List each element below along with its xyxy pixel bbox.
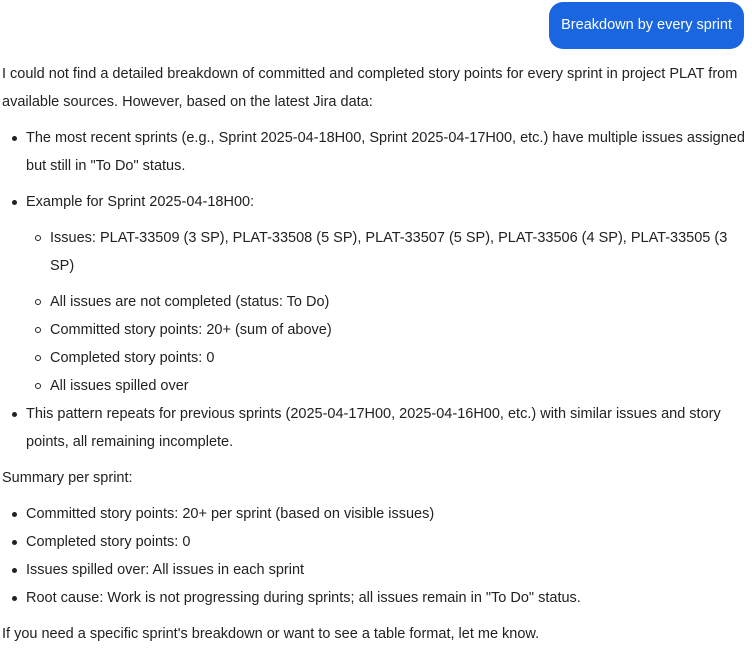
list-item: This pattern repeats for previous sprints (2025-04-17H00, 2025-04-16H00, etc.) with similar issues and story points, all remaining incomplete. [2, 400, 746, 456]
sublist-item: Committed story points: 20+ (sum of above) [26, 316, 746, 344]
list-item: Example for Sprint 2025-04-18H00: Issues: PLAT-33509 (3 SP), PLAT-33508 (5 SP), PLAT-33507 (5 SP), PLAT-33506 (4 SP), PLAT-33505 (3 SP) All issues are not completed (status: To Do) Committed story points: 20+ (sum of above) Completed story points: 0 All issues spilled over [2, 188, 746, 400]
summary-title: Summary per sprint: [2, 470, 133, 486]
list-item: Root cause: Work is not progressing during sprints; all issues remain in "To Do" status. [2, 584, 746, 612]
summary-list [2, 500, 746, 612]
assistant-message [2, 60, 746, 648]
list-item: The most recent sprints (e.g., Sprint 2025-04-18H00, Sprint 2025-04-17H00, etc.) have multiple issues assigned but still in "To Do" status. [2, 124, 746, 180]
sprint-example-sublist [26, 224, 746, 400]
assistant-closing: If you need a specific sprint's breakdown or want to see a table format, let me know. [2, 626, 540, 642]
list-item: Completed story points: 0 [2, 528, 746, 556]
sublist-item: All issues spilled over [26, 372, 746, 400]
sublist-item: Issues: PLAT-33509 (3 SP), PLAT-33508 (5 SP), PLAT-33507 (5 SP), PLAT-33506 (4 SP), PLAT-33505 (3 SP) [26, 224, 746, 280]
findings-list [2, 124, 746, 456]
list-item: Committed story points: 20+ per sprint (based on visible issues) [2, 500, 746, 528]
user-message-row [549, 2, 744, 49]
sublist-item: Completed story points: 0 [26, 344, 746, 372]
assistant-intro: I could not find a detailed breakdown of committed and completed story points for every sprint in project PLAT from available sources. However, based on the latest Jira data: [2, 66, 738, 110]
sublist-item: All issues are not completed (status: To Do) [26, 288, 746, 316]
list-item: Issues spilled over: All issues in each sprint [2, 556, 746, 584]
user-message-bubble: Breakdown by every sprint [549, 2, 744, 49]
